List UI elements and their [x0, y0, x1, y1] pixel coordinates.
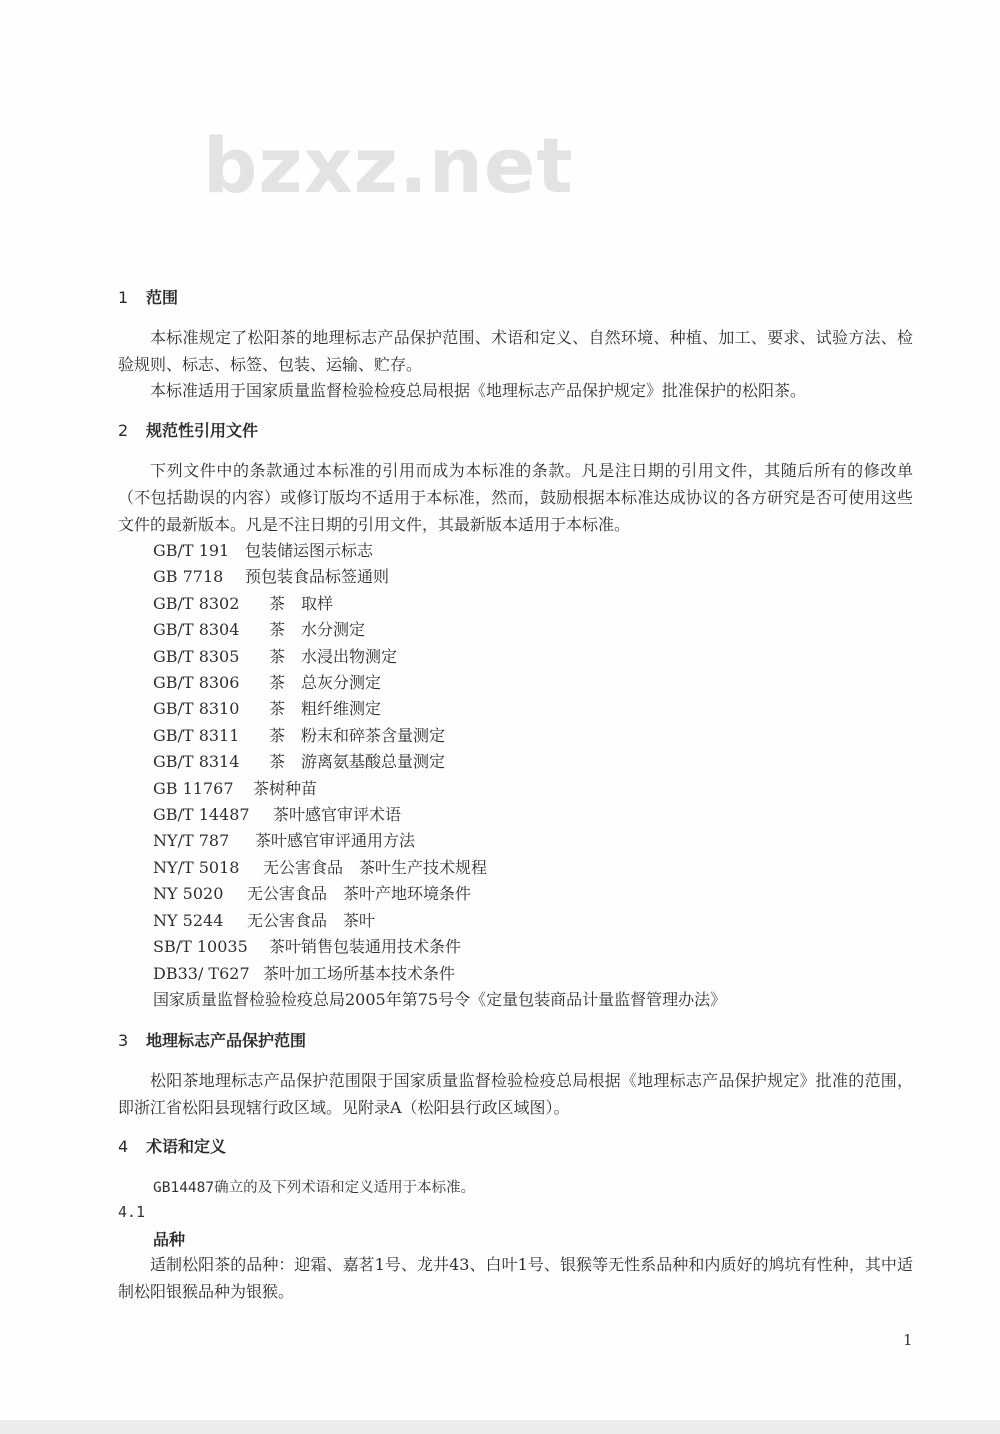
- reference-code: GB/T 14487: [153, 805, 250, 825]
- reference-title: 无公害食品 茶叶生产技术规程: [263, 857, 488, 877]
- section-2-intro: 下列文件中的条款通过本标准的引用而成为本标准的条款。凡是注日期的引用文件，其随后所有的修改单（不包括勘误的内容）或修订版均不适用于本标准，然而，鼓励根据本标准达成协议的各方研究是否可使用这些文件的最新版本。凡是不注日期的引用文件，其最新版本适用于本标准。: [118, 461, 913, 534]
- reference-code: NY/T 5018: [153, 857, 240, 877]
- reference-code: GB/T 8306: [153, 673, 240, 693]
- section-title: 术语和定义: [146, 1137, 227, 1156]
- reference-item: [153, 881, 726, 907]
- reference-code: GB 7718: [153, 567, 224, 587]
- reference-code: GB/T 8314: [153, 752, 240, 772]
- reference-list: [153, 538, 726, 1013]
- reference-title: 茶叶感官审评通用方法: [255, 831, 416, 851]
- section-2-heading: [118, 421, 258, 441]
- reference-code: GB 11767: [153, 778, 234, 798]
- reference-item: [153, 696, 726, 722]
- reference-code: DB33/ T627: [153, 963, 250, 983]
- reference-title: 茶 总灰分测定: [269, 673, 382, 693]
- reference-code: GB/T 8311: [153, 725, 240, 745]
- reference-item: [153, 802, 726, 828]
- reference-item: [153, 538, 726, 564]
- subsection-paragraph: 适制松阳茶的品种：迎霜、嘉茗1号、龙井43、白叶1号、银猴等无性系品种和内质好的鸠坑有性种，其中适制松阳银猴品种为银猴。: [118, 1255, 913, 1301]
- reference-title: 包装储运图示标志: [245, 541, 374, 560]
- reference-code: GB/T 8305: [153, 646, 240, 666]
- reference-title: 茶 水分测定: [269, 620, 366, 640]
- reference-item: [153, 617, 726, 643]
- reference-title: 茶 取样: [269, 593, 334, 613]
- reference-item: [153, 828, 726, 854]
- reference-item: [153, 670, 726, 696]
- section-title: 范围: [146, 288, 179, 307]
- reference-title: 茶叶加工场所基本技术条件: [263, 963, 456, 983]
- reference-item: [153, 723, 726, 749]
- reference-code: SB/T 10035: [153, 937, 248, 957]
- reference-title: 无公害食品 茶叶: [247, 910, 376, 930]
- reference-item: [153, 961, 726, 987]
- reference-code: NY 5020: [153, 884, 224, 904]
- reference-title: 茶 水浸出物测定: [269, 646, 398, 666]
- reference-item: [153, 749, 726, 775]
- reference-item: [153, 564, 726, 590]
- section-1-paragraph-2: 本标准适用于国家质量监督检验检疫总局根据《地理标志产品保护规定》批准保护的松阳茶。: [150, 381, 807, 400]
- reference-item: [153, 934, 726, 960]
- reference-code: NY/T 787: [153, 831, 230, 851]
- section-1-heading: [118, 288, 178, 308]
- page-number: 1: [903, 1331, 913, 1349]
- section-number: 3: [118, 1031, 129, 1050]
- reference-code: GB/T 191: [153, 541, 230, 560]
- reference-title: 茶 粗纤维测定: [269, 699, 382, 719]
- reference-item: [153, 776, 726, 802]
- section-number: 1: [118, 288, 129, 307]
- reference-item: [153, 591, 726, 617]
- subsection-number: 4.1: [118, 1203, 146, 1221]
- section-4-heading: [118, 1137, 226, 1157]
- section-4-intro: GB14487确立的及下列术语和定义适用于本标准。: [153, 1180, 476, 1196]
- reference-item-decree: 国家质量监督检验检疫总局2005年第75号令《定量包装商品计量监督管理办法》: [153, 989, 727, 1009]
- watermark: bzxz.net: [203, 121, 574, 210]
- reference-title: 茶 游离氨基酸总量测定: [269, 752, 446, 772]
- reference-title: 茶 粉末和碎茶含量测定: [269, 725, 446, 745]
- reference-item: [153, 908, 726, 934]
- reference-title: 茶叶感官审评术语: [273, 805, 402, 825]
- reference-title: 茶树种苗: [253, 778, 318, 798]
- section-number: 4: [118, 1137, 129, 1156]
- reference-title: 无公害食品 茶叶产地环境条件: [247, 884, 472, 904]
- viewer-bottom-strip: [0, 1420, 1000, 1434]
- reference-code: GB/T 8304: [153, 620, 240, 640]
- section-title: 规范性引用文件: [146, 421, 259, 440]
- reference-title: 茶叶销售包装通用技术条件: [269, 937, 462, 957]
- section-3-paragraph: 松阳茶地理标志产品保护范围限于国家质量监督检验检疫总局根据《地理标志产品保护规定》批准的范围，即浙江省松阳县现辖行政区域。见附录A（松阳县行政区域图）。: [118, 1071, 913, 1117]
- section-number: 2: [118, 421, 129, 440]
- section-1-paragraph-1: 本标准规定了松阳茶的地理标志产品保护范围、术语和定义、自然环境、种植、加工、要求、试验方法、检验规则、标志、标签、包装、运输、贮存。: [118, 328, 913, 374]
- section-title: 地理标志产品保护范围: [146, 1031, 307, 1050]
- reference-title: 预包装食品标签通则: [245, 567, 390, 587]
- reference-code: NY 5244: [153, 910, 224, 930]
- subsection-title: 品种: [153, 1230, 186, 1249]
- reference-code: GB/T 8310: [153, 699, 240, 719]
- section-3-heading: [118, 1031, 306, 1051]
- reference-code: GB/T 8302: [153, 593, 240, 613]
- reference-item: [153, 644, 726, 670]
- reference-item: [153, 855, 726, 881]
